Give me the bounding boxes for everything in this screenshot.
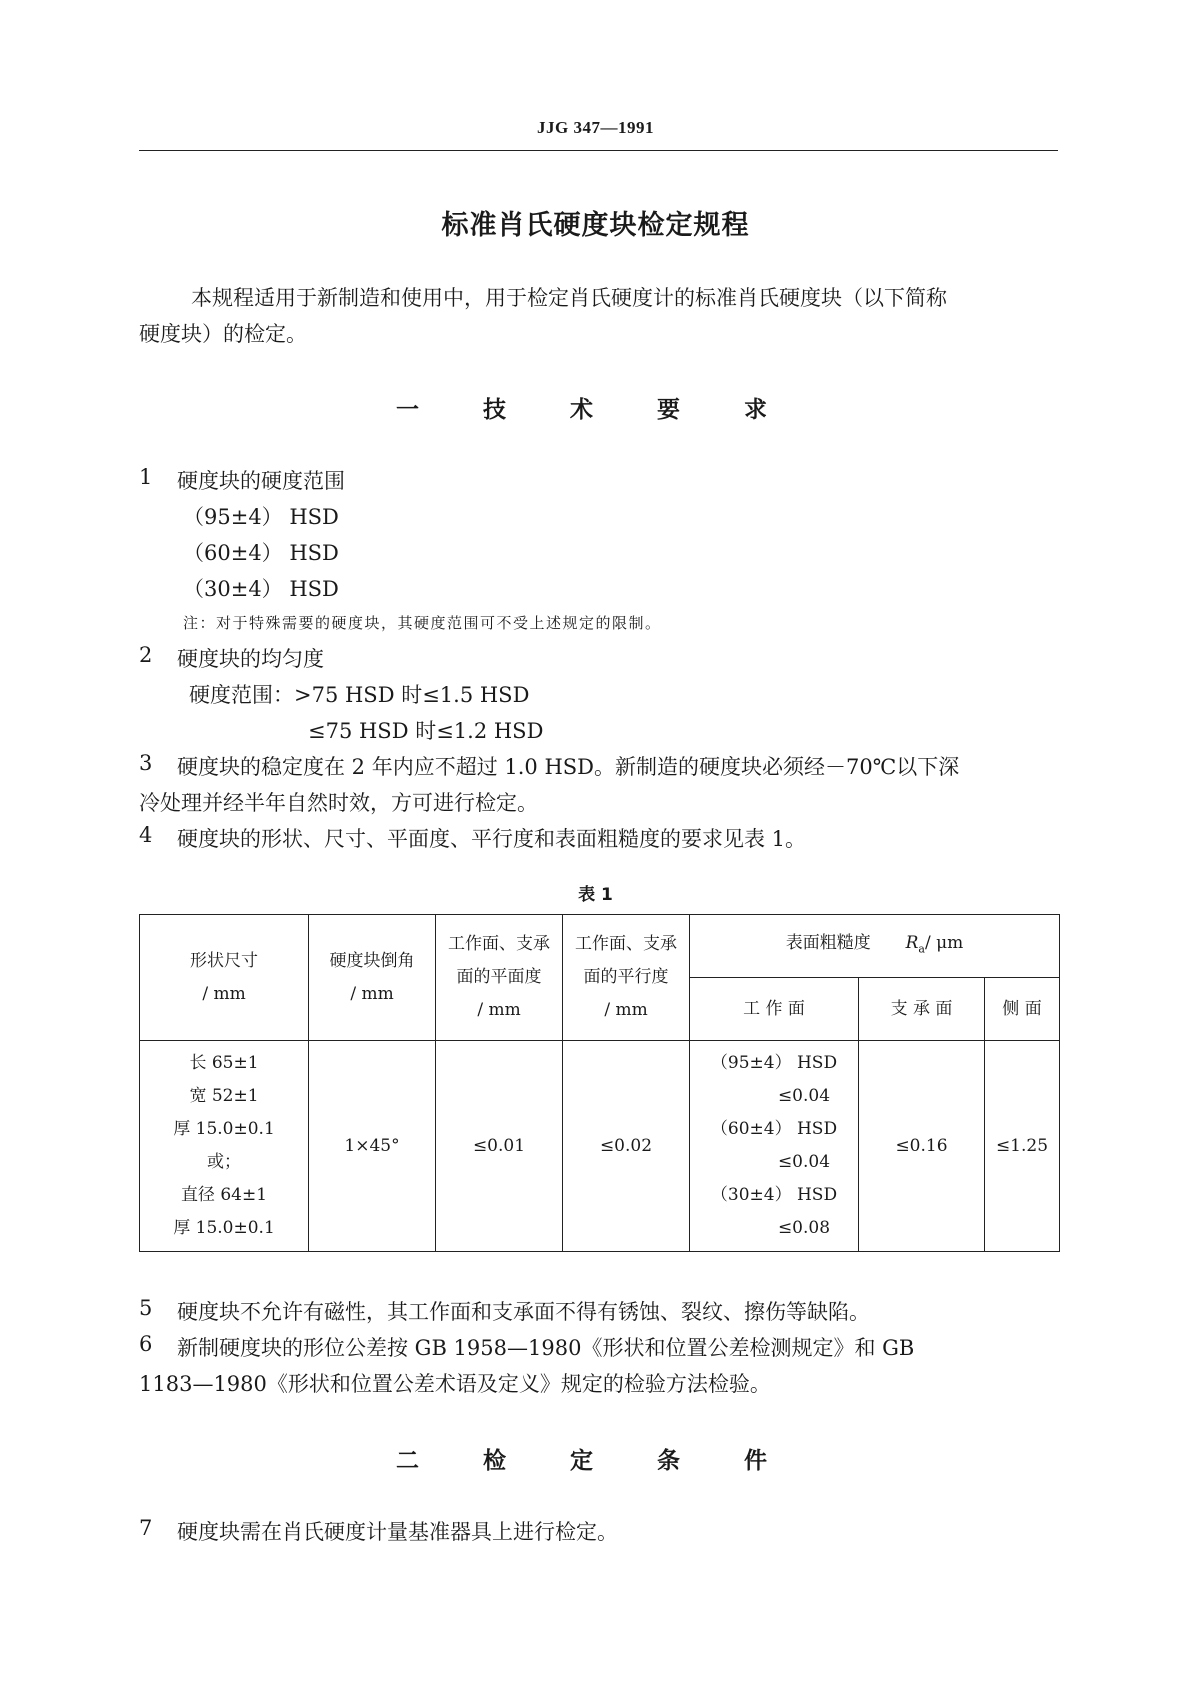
item-5-number: 5 — [139, 1296, 153, 1320]
cell-support-face: ≤0.16 — [859, 1041, 985, 1252]
header-shape-label: 形状尺寸 — [190, 950, 258, 971]
item-4-text: 硬度块的形状、尺寸、平面度、平行度和表面粗糙度的要求见表 1。 — [177, 827, 807, 851]
item-7-number: 7 — [139, 1516, 153, 1540]
header-flatness — [436, 915, 563, 1041]
work-face-line-3: （60±4） HSD — [710, 1119, 838, 1139]
header-parallelism-unit: / mm — [604, 1000, 648, 1020]
cell-work-face — [690, 1041, 859, 1252]
shape-line-2: 宽 52±1 — [189, 1086, 259, 1106]
item-4-number: 4 — [139, 823, 153, 847]
item-2-line-1: 硬度范围：>75 HSD 时≤1.5 HSD — [189, 683, 530, 707]
work-face-line-4: ≤0.04 — [777, 1152, 831, 1172]
cell-side-face: ≤1.25 — [985, 1041, 1060, 1252]
shape-line-3: 厚 15.0±0.1 — [173, 1119, 275, 1139]
header-shape — [140, 915, 309, 1041]
item-6-number: 6 — [139, 1332, 153, 1356]
item-2-line-2: ≤75 HSD 时≤1.2 HSD — [308, 719, 544, 743]
header-roughness-symbol: R — [905, 932, 919, 953]
shape-line-1: 长 65±1 — [189, 1053, 259, 1073]
header-support-face: 支 承 面 — [859, 978, 985, 1041]
header-rule — [139, 150, 1058, 151]
header-parallelism-line-1: 工作面、支承 — [575, 934, 677, 954]
header-chamfer — [309, 915, 436, 1041]
table-1 — [139, 914, 1060, 1252]
range-3: （30±4） HSD — [183, 577, 339, 601]
item-6-line-1: 新制硬度块的形位公差按 GB 1958—1980《形状和位置公差检测规定》和 GB — [177, 1336, 915, 1360]
item-1-text: 硬度块的硬度范围 — [177, 469, 345, 493]
intro-line-2: 硬度块）的检定。 — [139, 322, 307, 346]
cell-parallelism: ≤0.02 — [563, 1041, 690, 1252]
work-face-line-5: （30±4） HSD — [710, 1185, 838, 1205]
range-2: （60±4） HSD — [183, 541, 339, 565]
header-parallelism-line-2: 面的平行度 — [583, 967, 669, 987]
header-flatness-line-2: 面的平面度 — [456, 967, 542, 987]
document-code: JJG 347—1991 — [537, 118, 654, 137]
section-2-title: 二 检 定 条 件 — [395, 1448, 796, 1474]
item-7-text: 硬度块需在肖氏硬度计量基准器具上进行检定。 — [177, 1520, 618, 1544]
table-header-row-1 — [140, 915, 1060, 978]
header-flatness-unit: / mm — [477, 1000, 521, 1020]
header-chamfer-label: 硬度块倒角 — [329, 950, 415, 971]
shape-line-5: 直径 64±1 — [180, 1185, 268, 1205]
cell-flatness: ≤0.01 — [436, 1041, 563, 1252]
header-roughness-subscript: a — [918, 942, 925, 956]
item-3-number: 3 — [139, 751, 153, 775]
header-side-face: 侧 面 — [985, 978, 1060, 1041]
header-roughness-label: 表面粗糙度 — [785, 932, 871, 953]
shape-line-4: 或； — [207, 1152, 241, 1172]
header-work-face: 工 作 面 — [690, 978, 859, 1041]
header-roughness — [690, 915, 1060, 978]
page-title: 标准肖氏硬度块检定规程 — [441, 210, 750, 241]
range-1: （95±4） HSD — [183, 505, 339, 529]
header-parallelism — [563, 915, 690, 1041]
item-1-note: 注：对于特殊需要的硬度块，其硬度范围可不受上述规定的限制。 — [183, 614, 662, 632]
cell-shape — [140, 1041, 309, 1252]
table-1-caption: 表 1 — [578, 885, 613, 905]
table-row — [140, 1041, 1060, 1252]
intro-line-1: 本规程适用于新制造和使用中，用于检定肖氏硬度计的标准肖氏硬度块（以下简称 — [191, 286, 947, 310]
item-5-text: 硬度块不允许有磁性，其工作面和支承面不得有锈蚀、裂纹、擦伤等缺陷。 — [177, 1300, 870, 1324]
item-1-number: 1 — [139, 465, 153, 489]
work-face-line-1: （95±4） HSD — [710, 1053, 838, 1073]
item-3-line-1: 硬度块的稳定度在 2 年内应不超过 1.0 HSD。新制造的硬度块必须经－70℃以下深 — [177, 755, 960, 779]
header-chamfer-unit: / mm — [350, 983, 394, 1004]
item-2-text: 硬度块的均匀度 — [177, 647, 324, 671]
header-shape-unit: / mm — [202, 983, 246, 1004]
section-1-title: 一 技 术 要 求 — [395, 397, 796, 423]
work-face-line-2: ≤0.04 — [777, 1086, 831, 1106]
item-3-line-2: 冷处理并经半年自然时效，方可进行检定。 — [139, 791, 538, 815]
cell-chamfer: 1×45° — [309, 1041, 436, 1252]
work-face-line-6: ≤0.08 — [777, 1218, 831, 1238]
header-flatness-line-1: 工作面、支承 — [448, 934, 550, 954]
item-6-line-2: 1183—1980《形状和位置公差术语及定义》规定的检验方法检验。 — [139, 1372, 771, 1396]
shape-line-6: 厚 15.0±0.1 — [173, 1218, 275, 1238]
item-2-number: 2 — [139, 643, 153, 667]
header-roughness-unit: / μm — [924, 932, 964, 953]
